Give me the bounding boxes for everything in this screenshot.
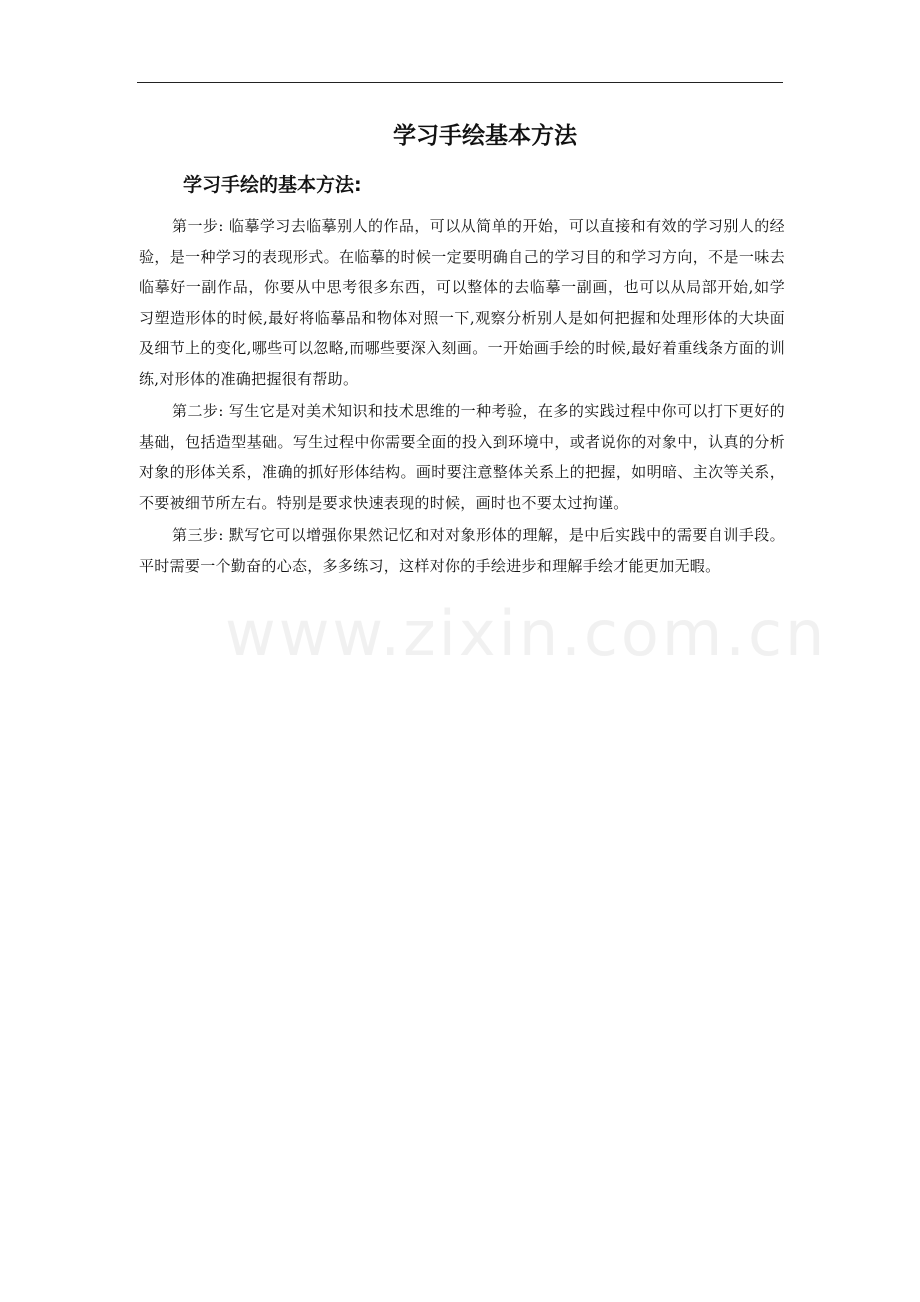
watermark: www.zixin.com.cn — [225, 597, 828, 670]
paragraph-step-1: 第一步: 临摹学习去临摹别人的作品，可以从简单的开始，可以直接和有效的学习别人的经验，是一种学习的表现形式。在临摹的时候一定要明确自己的学习目的和学习方向，不是一味去临摹好一副作品，你要从中思考很多东西，可以整体的去临摹一副画，也可以从局部开始,如学习塑造形体的时候,最好将临摹品和物体对照一下,观察分析别人是如何把握和处理形体的大块面及细节上的变化,哪些可以忽略,而哪些要深入刻画。一开始画手绘的时候,最好着重线条方面的训练,对形体的准确把握很有帮助。 — [139, 217, 785, 388]
header-rule — [137, 82, 783, 83]
body-text — [139, 211, 785, 583]
paragraph-step-2: 第二步: 写生它是对美术知识和技术思维的一种考验，在多的实践过程中你可以打下更好的基础，包括造型基础。写生过程中你需要全面的投入到环境中，或者说你的对象中，认真的分析对象的形体关系，准确的抓好形体结构。画时要注意整体关系上的把握，如明暗、主次等关系，不要被细节所左右。特别是要求快速表现的时候，画时也不要太过拘谨。 — [139, 402, 785, 512]
section-heading: 学习手绘的基本方法: — [183, 174, 362, 196]
paragraph-step-3: 第三步: 默写它可以增强你果然记忆和对对象形体的理解，是中后实践中的需要自训手段。平时需要一个勤奋的心态，多多练习，这样对你的手绘进步和理解手绘才能更加无暇。 — [139, 526, 785, 575]
document-title: 学习手绘基本方法 — [393, 123, 577, 149]
